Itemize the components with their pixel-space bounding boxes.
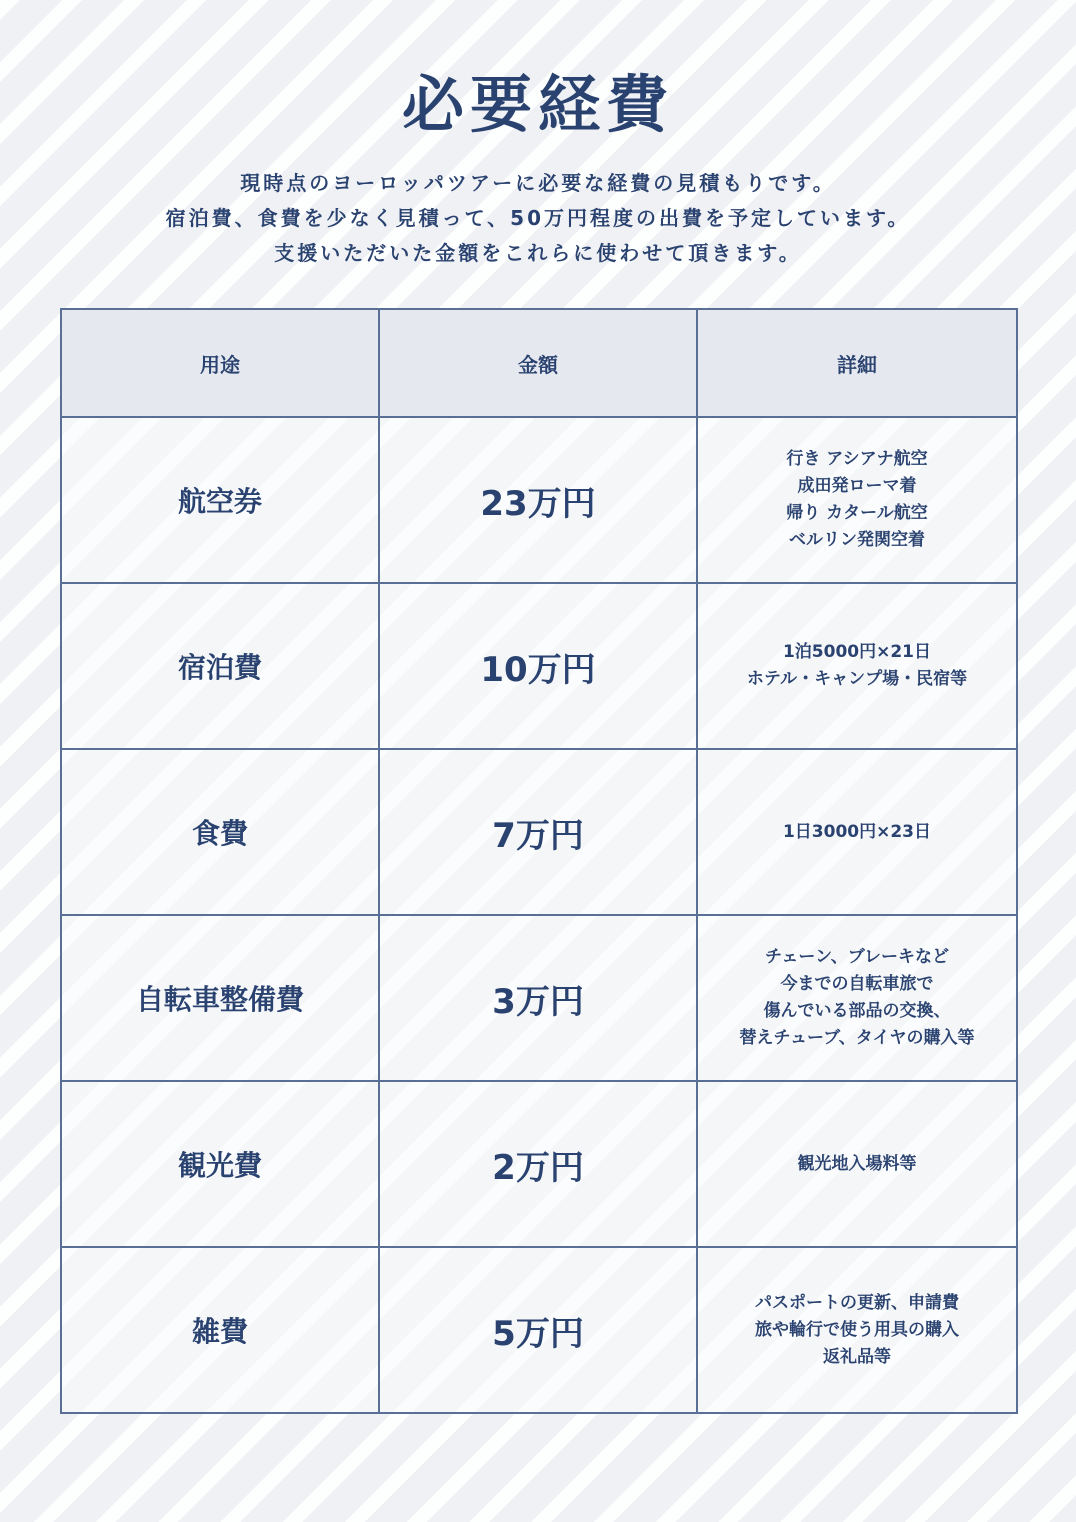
table-row [61, 1081, 1017, 1247]
detail-line: ホテル・キャンプ場・民宿等 [746, 669, 968, 689]
intro-line: 宿泊費、食費を少なく見積って、50万円程度の出費を予定しています。 [165, 206, 911, 230]
amount-cell: 3万円 [379, 915, 697, 1081]
intro-line: 現時点のヨーロッパツアーに必要な経費の見積もりです。 [240, 171, 836, 195]
details-cell [697, 915, 1017, 1081]
intro-line: 支援いただいた金額をこれらに使わせて頂きます。 [274, 241, 802, 265]
details-cell [697, 583, 1017, 749]
purpose-cell: 食費 [61, 749, 379, 915]
detail-line: 旅や輪行で使う用具の購入 [755, 1319, 959, 1340]
detail-line: 観光地入場料等 [797, 1153, 917, 1174]
intro-text [0, 166, 1076, 271]
expense-table-container [60, 308, 1016, 1414]
purpose-cell: 宿泊費 [61, 583, 379, 749]
page-title: 必要経費 [401, 68, 674, 141]
table-row [61, 583, 1017, 749]
detail-line: 傷んでいる部品の交換、 [763, 1001, 951, 1021]
details-cell [697, 749, 1017, 915]
detail-line: ベルリン発関空着 [789, 530, 925, 550]
purpose-cell: 雑費 [61, 1247, 379, 1413]
detail-line: チェーン、ブレーキなど [764, 947, 950, 967]
detail-line: 1泊5000円×21日 [782, 642, 932, 662]
detail-line: パスポートの更新、申請費 [755, 1292, 959, 1313]
detail-line: 成田発ローマ着 [797, 476, 917, 496]
details-cell [697, 1081, 1017, 1247]
table-row [61, 417, 1017, 583]
table-row [61, 915, 1017, 1081]
amount-cell: 23万円 [379, 417, 697, 583]
header-purpose: 用途 [61, 309, 379, 417]
detail-line: 今までの自転車旅で [780, 974, 934, 994]
detail-line: 替えチューブ、タイヤの購入等 [739, 1028, 975, 1048]
details-cell [697, 417, 1017, 583]
amount-cell: 5万円 [379, 1247, 697, 1413]
amount-cell: 10万円 [379, 583, 697, 749]
table-row [61, 749, 1017, 915]
expense-table [60, 308, 1018, 1414]
purpose-cell: 観光費 [61, 1081, 379, 1247]
header-amount: 金額 [379, 309, 697, 417]
detail-line: 1日3000円×23日 [782, 821, 932, 842]
header-details: 詳細 [697, 309, 1017, 417]
detail-line: 返礼品等 [823, 1346, 891, 1367]
amount-cell: 7万円 [379, 749, 697, 915]
amount-cell: 2万円 [379, 1081, 697, 1247]
detail-line: 帰り カタール航空 [786, 503, 928, 523]
table-header-row [61, 309, 1017, 417]
table-row [61, 1247, 1017, 1413]
details-cell [697, 1247, 1017, 1413]
purpose-cell: 自転車整備費 [61, 915, 379, 1081]
detail-line: 行き アシアナ航空 [786, 449, 928, 469]
purpose-cell: 航空券 [61, 417, 379, 583]
